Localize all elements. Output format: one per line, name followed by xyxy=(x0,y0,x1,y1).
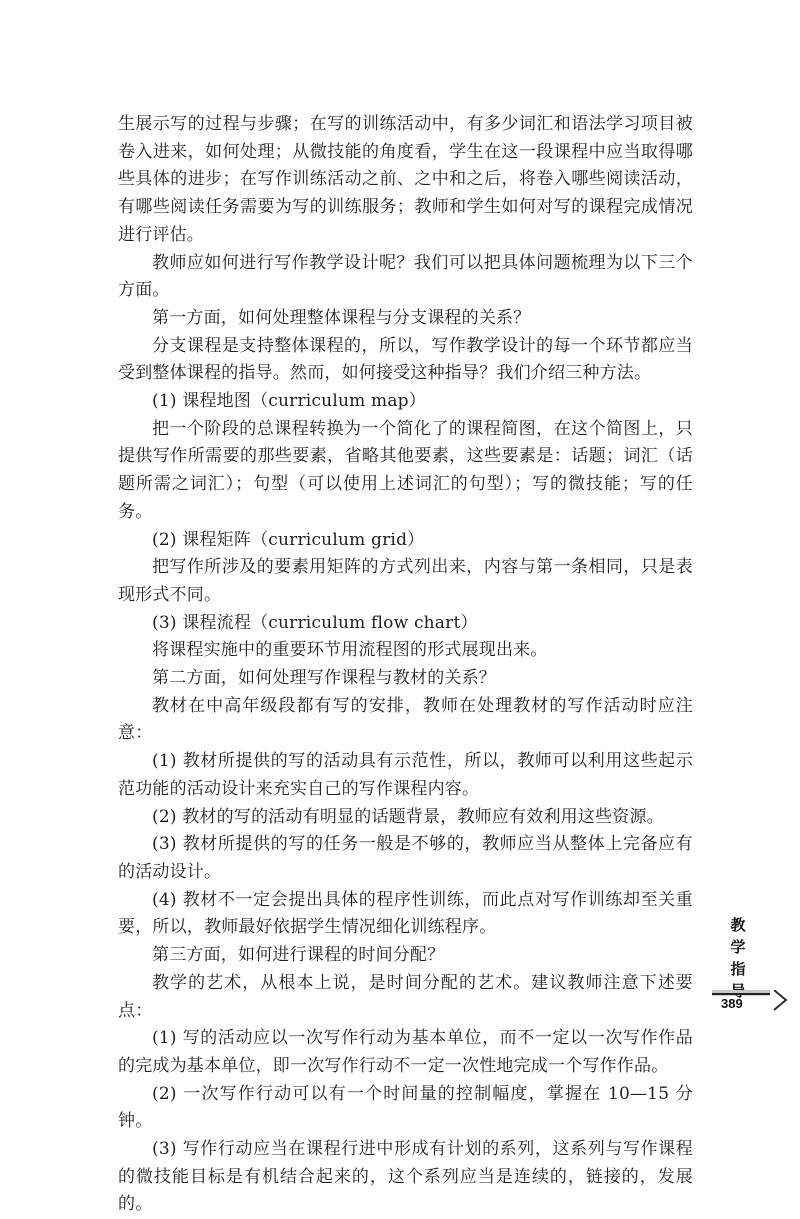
list-item: (1) 课程地图（curriculum map） xyxy=(152,391,426,412)
paragraph: 教学的艺术，从根本上说，是时间分配的艺术。建议教师注意下述要点： xyxy=(118,972,693,1021)
list-item: (3) 写作行动应当在课程行进中形成有计划的系列，这系列与写作课程的微技能目标是有机结合起来的，这个系列应当是连续的，链接的，发展的。 xyxy=(118,1139,693,1215)
section-heading: 第三方面，如何进行课程的时间分配？ xyxy=(152,945,445,966)
side-tab-char: 教 xyxy=(730,916,746,934)
paragraph: 分支课程是支持整体课程的，所以，写作教学设计的每一个环节都应当受到整体课程的指导。然而，如何接受这种指导？我们介绍三种方法。 xyxy=(118,335,693,384)
list-item: (2) 课程矩阵（curriculum grid） xyxy=(152,529,425,550)
side-tab-char: 指 xyxy=(730,960,746,978)
paragraph: 将课程实施中的重要环节用流程图的形式展现出来。 xyxy=(152,640,548,661)
paragraph: 把一个阶段的总课程转换为一个简化了的课程简图，在这个简图上，只提供写作所需要的那些要素，省略其他要素，这些要素是：话题；词汇（话题所需之词汇）；句型（可以使用上述词汇的句型）；写的微技能；写的任务。 xyxy=(118,418,693,522)
list-item: (2) 一次写作行动可以有一个时间量的控制幅度，掌握在 10—15 分钟。 xyxy=(118,1083,693,1132)
side-tab-char: 学 xyxy=(730,938,746,956)
document-body xyxy=(118,111,693,1219)
paragraph: 把写作所涉及的要素用矩阵的方式列出来，内容与第一条相同，只是表现形式不同。 xyxy=(118,557,693,605)
page-number: 389 xyxy=(721,996,743,1011)
list-item: (3) 教材所提供的写的任务一般是不够的，教师应当从整体上完备应有的活动设计。 xyxy=(118,834,693,882)
paragraph: 生展示写的过程与步骤；在写的训练活动中，有多少词汇和语法学习项目被卷入进来，如何处理；从微技能的角度看，学生在这一段课程中应当取得哪些具体的进步；在写作训练活动之前、之中和之后，将卷入哪些阅读活动，有哪些阅读任务需要为写的训练服务；教师和学生如何对写的课程完成情况进行评估。 xyxy=(118,114,693,245)
chapter-side-tab xyxy=(721,914,755,1002)
list-item: (4) 教材不一定会提出具体的程序性训练，而此点对写作训练却至关重要，所以，教师最好依据学生情况细化训练程序。 xyxy=(118,889,693,938)
paragraph: 教师应如何进行写作教学设计呢？我们可以把具体问题梳理为以下三个方面。 xyxy=(118,252,693,301)
list-item: (1) 写的活动应以一次写作行动为基本单位，而不一定以一次写作作品的完成为基本单位，即一次写作行动不一定一次性地完成一个写作作品。 xyxy=(118,1028,693,1076)
paragraph: 教材在中高年级段都有写的安排，教师在处理教材的写作活动时应注意： xyxy=(118,695,693,744)
list-item: (2) 教材的写的活动有明显的话题背景，教师应有效利用这些资源。 xyxy=(152,806,664,827)
section-heading: 第二方面，如何处理写作课程与教材的关系？ xyxy=(152,668,496,689)
section-heading: 第一方面，如何处理整体课程与分支课程的关系？ xyxy=(152,307,531,328)
list-item: (3) 课程流程（curriculum flow chart） xyxy=(152,612,478,633)
list-item: (1) 教材所提供的写的活动具有示范性，所以，教师可以利用这些起示范功能的活动设计来充实自己的写作课程内容。 xyxy=(118,751,693,799)
